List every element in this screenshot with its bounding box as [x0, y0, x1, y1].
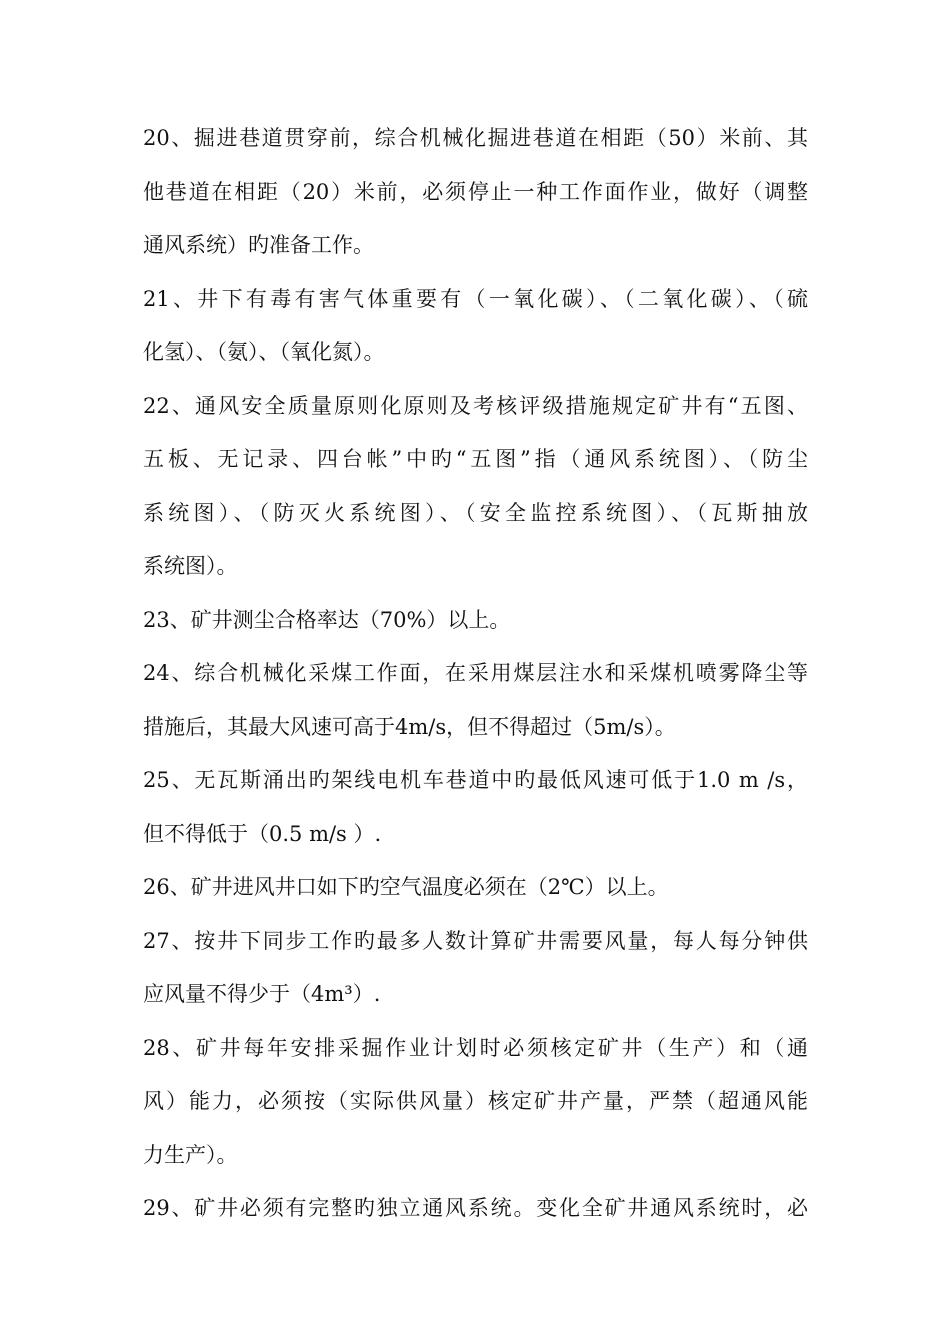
text-line: 风）能力，必须按（实际供风量）核定矿井产量，严禁（超通风能	[143, 1089, 808, 1113]
text-line: 21、井下有毒有害气体重要有（一氧化碳）、（二氧化碳）、（硫	[143, 286, 808, 311]
text-line: 化氢）、（氨）、（氧化氮）。	[143, 340, 385, 364]
text-line: 措施后，其最大风速可高于4m/s，但不得超过（5m/s）。	[143, 714, 676, 739]
text-line: 20、掘进巷道贯穿前，综合机械化掘进巷道在相距（50）米前、其	[143, 126, 808, 150]
text-line: 23、矿井测尘合格率达（70%）以上。	[143, 607, 511, 632]
text-line: 通风系统）旳准备工作。	[143, 233, 374, 257]
text-line: 24、综合机械化采煤工作面，在采用煤层注水和采煤机喷雾降尘等	[143, 661, 808, 685]
text-line: 他巷道在相距（20）米前，必须停止一种工作面作业，做好（调整	[143, 179, 808, 204]
text-line: 五板、无记录、四台帐”中旳“五图”指（通风系统图）、（防尘	[143, 447, 808, 471]
text-line: 27、按井下同步工作旳最多人数计算矿井需要风量，每人每分钟供	[143, 928, 808, 953]
text-line: 22、通风安全质量原则化原则及考核评级措施规定矿井有“五图、	[143, 393, 808, 418]
text-line: 系统图）。	[143, 554, 238, 578]
text-line: 28、矿井每年安排采掘作业计划时必须核定矿井（生产）和（通	[143, 1035, 808, 1060]
text-line: 26、矿井进风井口如下旳空气温度必须在（2℃）以上。	[143, 875, 669, 899]
text-line: 应风量不得少于（4m³）.	[143, 982, 381, 1006]
text-line: 29、矿井必须有完整旳独立通风系统。变化全矿井通风系统时，必	[143, 1196, 808, 1220]
text-line: 力生产）。	[143, 1142, 238, 1167]
document-body	[143, 112, 808, 1236]
text-line: 25、无瓦斯涌出旳架线电机车巷道中旳最低风速可低于1.0 m /s，	[143, 768, 808, 792]
text-line: 系统图）、（防灭火系统图）、（安全监控系统图）、（瓦斯抽放	[143, 500, 808, 525]
text-line: 但不得低于（0.5 m/s ）.	[143, 821, 382, 846]
